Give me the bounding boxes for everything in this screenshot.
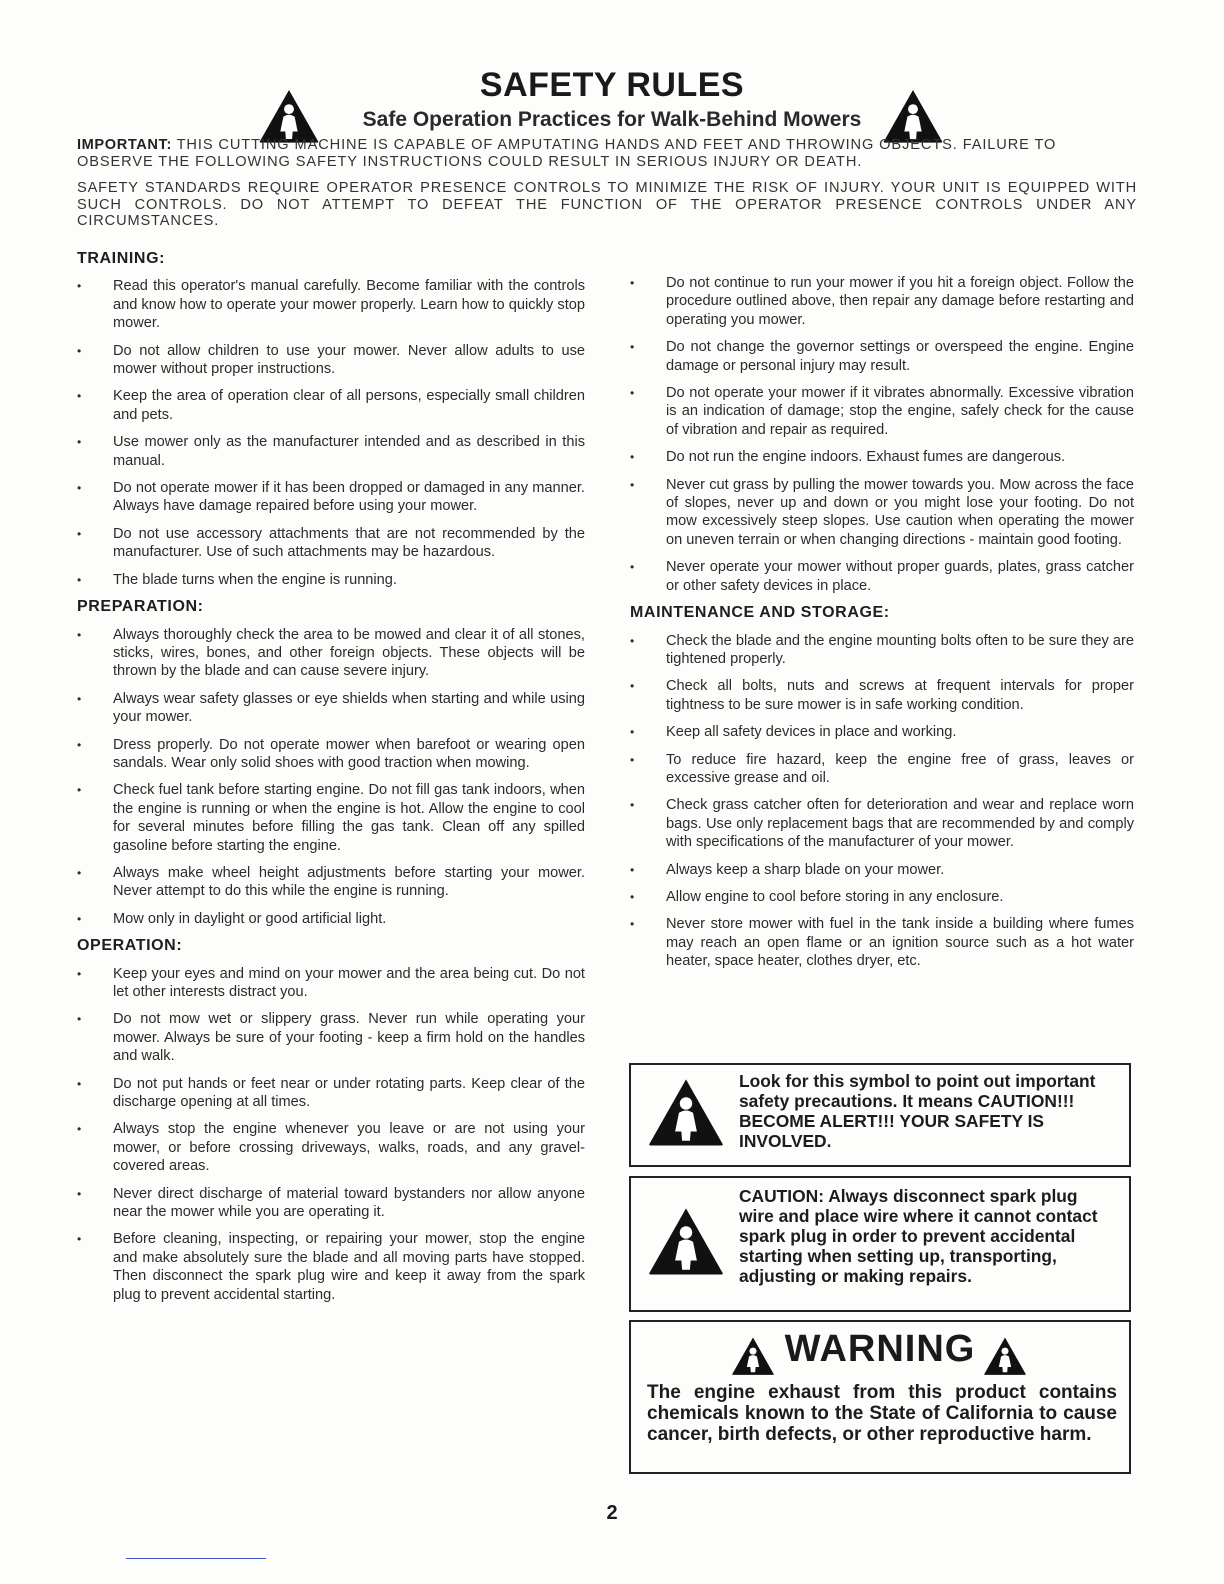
caution-box xyxy=(629,1176,1131,1312)
list-item: • Keep all safety devices in place and working. xyxy=(630,723,1134,741)
list-item: • Use mower only as the manufacturer intended and as described in this manual. xyxy=(77,433,585,470)
important-label: IMPORTANT: xyxy=(77,137,172,153)
list-item: • Check the blade and the engine mounting bolts often to be sure they are tightened properly. xyxy=(630,632,1134,669)
list-item: • Always keep a sharp blade on your mower. xyxy=(630,861,1134,879)
page-subtitle: Safe Operation Practices for Walk-Behind Mowers xyxy=(362,108,862,131)
list-item: • Always thoroughly check the area to be mowed and clear it of all stones, sticks, wires, bones, and other foreign objects. These objects will be thrown by the blade and can cause severe injury. xyxy=(77,626,585,681)
list-item: • Do not run the engine indoors. Exhaust fumes are dangerous. xyxy=(630,448,1134,466)
list-item: • Allow engine to cool before storing in any enclosure. xyxy=(630,888,1134,906)
list-item: • Check grass catcher often for deterioration and wear and replace worn bags. Use only replacement bags that are recommended by and comply with specifications of the manufacturer of your mower. xyxy=(630,796,1134,851)
list-item: • Never store mower with fuel in the tank inside a building where fumes may reach an open flame or an ignition source such as a hot water heater, space heater, clothes dryer, etc. xyxy=(630,915,1134,970)
preparation-list xyxy=(77,626,585,929)
right-column xyxy=(630,274,1134,980)
list-item: • Never cut grass by pulling the mower towards you. Mow across the face of slopes, never up and down or you might lose your footing. Do not mow excessively steep slopes. Use caution when operating the mower on uneven terrain or when changing directions - maintain good footing. xyxy=(630,476,1134,550)
important-notice xyxy=(77,137,1137,171)
footer-rule xyxy=(126,1558,266,1559)
safety-alert-icon xyxy=(647,1077,725,1147)
caution-text: CAUTION: Always disconnect spark plug wire and place wire where it cannot contact spark plug in order to prevent accidental starting when setting up, transporting, adjusting or making repairs. xyxy=(739,1186,1098,1286)
operation-list xyxy=(77,965,585,1305)
list-item: • Dress properly. Do not operate mower when barefoot or wearing open sandals. Wear only solid shoes with good traction when mowing. xyxy=(77,736,585,773)
preparation-heading: PREPARATION: xyxy=(77,598,204,616)
operation-heading: OPERATION: xyxy=(77,937,183,955)
list-item: • Do not allow children to use your mower. Never allow adults to use mower without proper instructions. xyxy=(77,342,585,379)
maintenance-list xyxy=(630,632,1134,971)
list-item: • Always wear safety glasses or eye shields when starting and while using your mower. xyxy=(77,690,585,727)
training-heading: TRAINING: xyxy=(77,250,166,267)
page-number: 2 xyxy=(606,1502,618,1524)
warning-text: The engine exhaust from this product contains chemicals known to the State of California to cause cancer, birth defects, or other reproductive harm. xyxy=(647,1382,1117,1445)
list-item: • Do not operate your mower if it vibrates abnormally. Excessive vibration is an indication of damage; stop the engine, safely check for the cause of vibration and repair as required. xyxy=(630,384,1134,439)
list-item: • Do not continue to run your mower if you hit a foreign object. Follow the procedure outlined above, then repair any damage before restarting and operating you mower. xyxy=(630,274,1134,329)
important-text: THIS CUTTING MACHINE IS CAPABLE OF AMPUTATING HANDS AND FEET AND THROWING OBJECTS. FAILURE TO OBSERVE THE FOLLOWING SAFETY INSTRUCTIONS COULD RESULT IN SERIOUS INJURY OR DEATH. xyxy=(77,137,1057,170)
safety-alert-icon xyxy=(647,1206,725,1276)
symbol-notice-text: Look for this symbol to point out important safety precautions. It means CAUTION!!! BECOME ALERT!!! YOUR SAFETY IS INVOLVED. xyxy=(739,1071,1096,1151)
list-item: • Do not use accessory attachments that are not recommended by the manufacturer. Use of such attachments may be hazardous. xyxy=(77,525,585,562)
symbol-notice-box xyxy=(629,1063,1131,1167)
list-item: • To reduce fire hazard, keep the engine free of grass, leaves or excessive grease and oil. xyxy=(630,751,1134,788)
left-column xyxy=(77,248,585,1313)
maintenance-heading: MAINTENANCE AND STORAGE: xyxy=(630,604,890,622)
warning-box xyxy=(629,1320,1131,1474)
list-item: • Before cleaning, inspecting, or repairing your mower, stop the engine and make absolutely sure the blade and all moving parts have stopped. Then disconnect the spark plug wire and keep it away from the spark plug to prevent accidental starting. xyxy=(77,1230,585,1304)
list-item: • Mow only in daylight or good artificial light. xyxy=(77,910,585,928)
list-item: • Check fuel tank before starting engine. Do not fill gas tank indoors, when the engine is running or when the engine is hot. Allow the engine to cool for several minutes before filling the gas tank. Clean off any spilled gasoline before starting the engine. xyxy=(77,781,585,855)
list-item: • Do not mow wet or slippery grass. Never run while operating your mower. Always be sure of your footing - keep a firm hold on the handles and walk. xyxy=(77,1010,585,1065)
operation-list-continued xyxy=(630,274,1134,595)
list-item: • Check all bolts, nuts and screws at frequent intervals for proper tightness to be sure mower is in safe working condition. xyxy=(630,677,1134,714)
list-item: • Never operate your mower without proper guards, plates, grass catcher or other safety devices in place. xyxy=(630,558,1134,595)
list-item: • Do not put hands or feet near or under rotating parts. Keep clear of the discharge opening at all times. xyxy=(77,1075,585,1112)
warning-heading: WARNING xyxy=(784,1328,976,1370)
list-item: • Keep your eyes and mind on your mower and the area being cut. Do not let other interests distract you. xyxy=(77,965,585,1002)
training-list xyxy=(77,277,585,589)
list-item: • Read this operator's manual carefully. Become familiar with the controls and know how to operate your mower properly. Learn how to quickly stop mower. xyxy=(77,277,585,332)
standards-notice: SAFETY STANDARDS REQUIRE OPERATOR PRESENCE CONTROLS TO MINIMIZE THE RISK OF INJURY. YOUR UNIT IS EQUIPPED WITH SUCH CONTROLS. DO NOT ATTEMPT TO DEFEAT THE FUNCTION OF THE OPERATOR PRESENCE CONTROLS UNDER ANY CIRCUMSTANCES. xyxy=(77,180,1137,229)
list-item: • The blade turns when the engine is running. xyxy=(77,571,585,589)
list-item: • Always stop the engine whenever you leave or are not using your mower, or before crossing driveways, walks, roads, and any gravel-covered areas. xyxy=(77,1120,585,1175)
list-item: • Keep the area of operation clear of all persons, especially small children and pets. xyxy=(77,387,585,424)
list-item: • Never direct discharge of material toward bystanders nor allow anyone near the mower while you are operating it. xyxy=(77,1185,585,1222)
page-title: SAFETY RULES xyxy=(479,66,745,104)
list-item: • Do not change the governor settings or overspeed the engine. Engine damage or personal injury may result. xyxy=(630,338,1134,375)
list-item: • Do not operate mower if it has been dropped or damaged in any manner. Always have damage repaired before using your mower. xyxy=(77,479,585,516)
list-item: • Always make wheel height adjustments before starting your mower. Never attempt to do this while the engine is running. xyxy=(77,864,585,901)
